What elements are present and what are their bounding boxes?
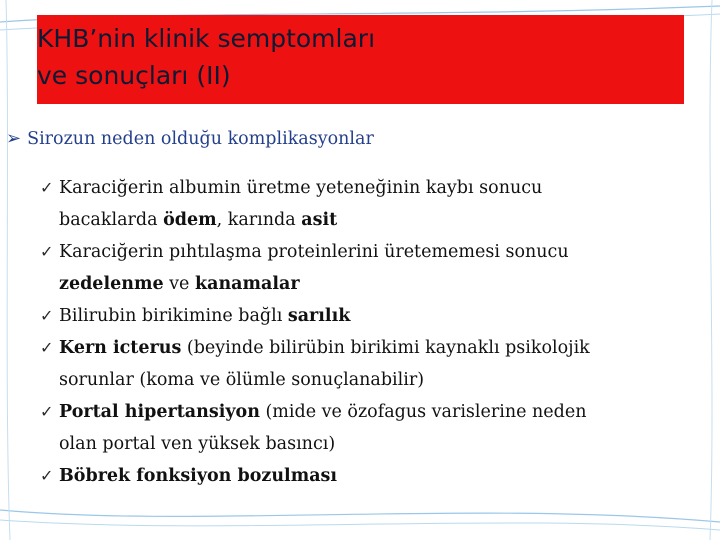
arrow-right-icon: ➢	[6, 128, 22, 149]
list-item: ✓ Karaciğerin pıhtılaşma proteinlerini üretememesi sonucu zedelenme ve kanamalar	[40, 236, 710, 300]
checkmark-icon: ✓	[40, 178, 54, 197]
checkmark-icon: ✓	[40, 242, 54, 261]
list-item: ✓ Kern icterus (beyinde bilirübin birikimi kaynaklı psikolojik sorunlar (koma ve ölümle sonuçlanabilir)	[40, 332, 710, 396]
checkmark-icon: ✓	[40, 306, 54, 325]
list-item: ✓ Portal hipertansiyon (mide ve özofagus varislerine neden olan portal ven yüksek basıncı)	[40, 396, 710, 460]
title-line-1: KHB’nin klinik semptomları	[37, 24, 376, 53]
title-line-2: ve sonuçları (II)	[37, 61, 231, 90]
complication-list	[40, 172, 710, 492]
list-item: ✓ Bilirubin birikimine bağlı sarılık	[40, 300, 710, 332]
checkmark-icon: ✓	[40, 466, 54, 485]
slide-title	[37, 20, 677, 94]
list-item: ✓ Böbrek fonksiyon bozulması	[40, 460, 710, 492]
list-item: ✓ Karaciğerin albumin üretme yeteneğinin kaybı sonucu bacaklarda ödem, karında asit	[40, 172, 710, 236]
subheading	[6, 125, 374, 153]
subheading-text: Sirozun neden olduğu komplikasyonlar	[27, 129, 374, 149]
checkmark-icon: ✓	[40, 402, 54, 421]
checkmark-icon: ✓	[40, 338, 54, 357]
